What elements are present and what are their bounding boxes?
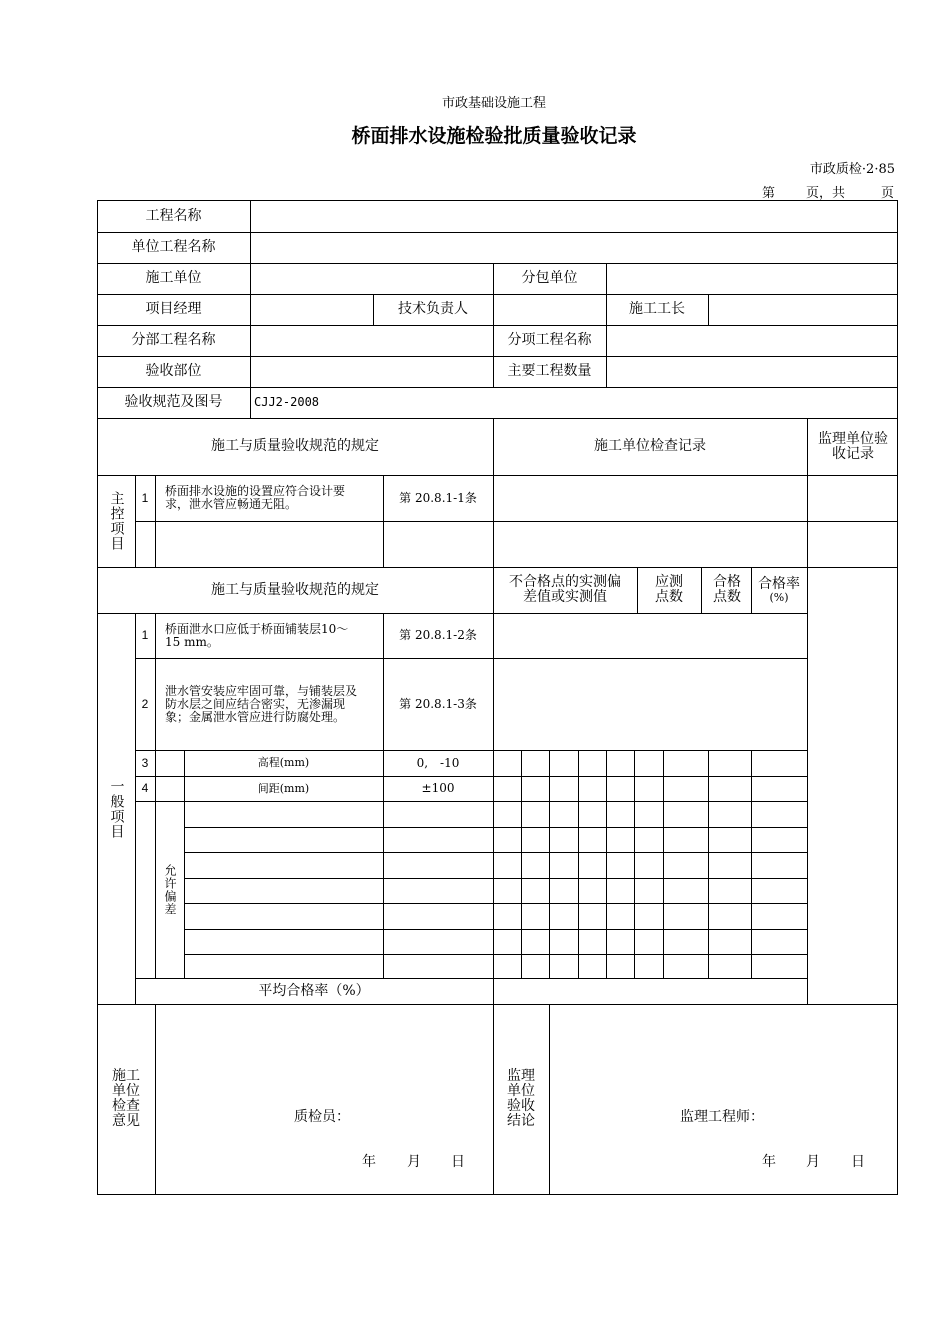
main-control-label: 主控项目: [108, 491, 125, 551]
general-item-clause: 第 20.8.1-2条: [399, 628, 477, 642]
general-item-clause: 第 20.8.1-3条: [399, 696, 477, 711]
deviation-no: 4: [141, 781, 149, 795]
label-acceptance-part: 验收部位: [145, 363, 202, 379]
main-item-no: 1: [141, 490, 149, 505]
deviation-tolerance: 0, -10: [416, 755, 460, 770]
contractor-opinion-text: 施工单位检查意见: [112, 1068, 140, 1129]
label-subcontractor: 分包单位: [521, 270, 578, 286]
general-item-desc: 泄水管安装应牢固可靠，与铺装层及防水层之间应结合密实，无渗漏现象；金属泄水管应进行防腐处理。: [165, 683, 358, 724]
deviation-item: 高程(mm): [257, 756, 310, 769]
avg-pass-rate-label: 平均合格率（%）: [258, 982, 370, 999]
general-item-no: 2: [141, 696, 149, 711]
label-tech-lead: 技术负责人: [398, 301, 468, 317]
label-project-manager: 项目经理: [145, 301, 202, 317]
supervisor-day: 日: [851, 1154, 865, 1170]
label-contractor: 施工单位: [145, 270, 202, 286]
page-di: 第: [762, 186, 776, 201]
inspector-label: 质检员：: [294, 1109, 350, 1125]
deviation-no: 3: [141, 755, 149, 770]
contractor-opinion-label: [97, 1004, 155, 1194]
contractor-day: 日: [451, 1154, 465, 1170]
supervisor-year: 年: [762, 1154, 776, 1170]
pass-rate-header: [751, 567, 807, 613]
main-item-clause: 第 20.8.1-1条: [399, 490, 477, 505]
nonconform-header: 不合格点的实测偏差值或实测值: [509, 574, 621, 605]
label-project-name: 工程名称: [145, 207, 202, 224]
allowed-deviation-label: 允许偏差: [163, 863, 177, 916]
should-points-header: 应测点数: [655, 574, 683, 605]
page-ye-gong: 页，共: [806, 186, 846, 201]
label-standard: 验收规范及图号: [124, 394, 223, 410]
label-foreman: 施工工长: [629, 301, 685, 317]
spec-header: 施工与质量验收规范的规定: [211, 438, 379, 454]
contractor-year: 年: [362, 1154, 376, 1170]
page-title: 桥面排水设施检验批质量验收记录: [351, 125, 637, 147]
check-record-header: 施工单位检查记录: [594, 438, 706, 454]
page-ye: 页: [881, 186, 895, 201]
supervisor-engineer-label: 监理工程师：: [680, 1109, 764, 1125]
standard-value: CJJ2-2008: [254, 395, 320, 409]
supervisor-conclusion-label: [493, 1004, 549, 1194]
pass-rate-label: 合格率: [758, 575, 800, 592]
label-unit-project-name: 单位工程名称: [131, 239, 216, 255]
project-category: 市政基础设施工程: [441, 96, 546, 111]
label-main-quantity: 主要工程数量: [507, 363, 592, 379]
deviation-item: 间距(mm): [257, 781, 310, 795]
pass-rate-unit: (%): [769, 590, 789, 604]
form-number: 市政质检·2·85: [809, 162, 895, 177]
deviation-tolerance: ±100: [421, 781, 455, 795]
main-item-desc: 桥面排水设施的设置应符合设计要求，泄水管应畅通无阻。: [165, 484, 346, 511]
pass-points-header: 合格点数: [713, 574, 741, 605]
contractor-month: 月: [407, 1154, 421, 1170]
label-subitem-name: 分项工程名称: [507, 332, 592, 348]
supervisor-conclusion-text: 监理单位验收结论: [507, 1068, 535, 1129]
label-division-name: 分部工程名称: [131, 332, 216, 348]
supervisor-month: 月: [806, 1154, 820, 1170]
general-item-desc: 桥面泄水口应低于桥面铺装层10～15 mm。: [165, 621, 349, 649]
spec-header-general: 施工与质量验收规范的规定: [211, 581, 379, 598]
general-item-no: 1: [141, 628, 149, 642]
general-items-label: 一般项目: [108, 778, 125, 839]
supervisor-header: 监理单位验收记录: [818, 430, 888, 462]
